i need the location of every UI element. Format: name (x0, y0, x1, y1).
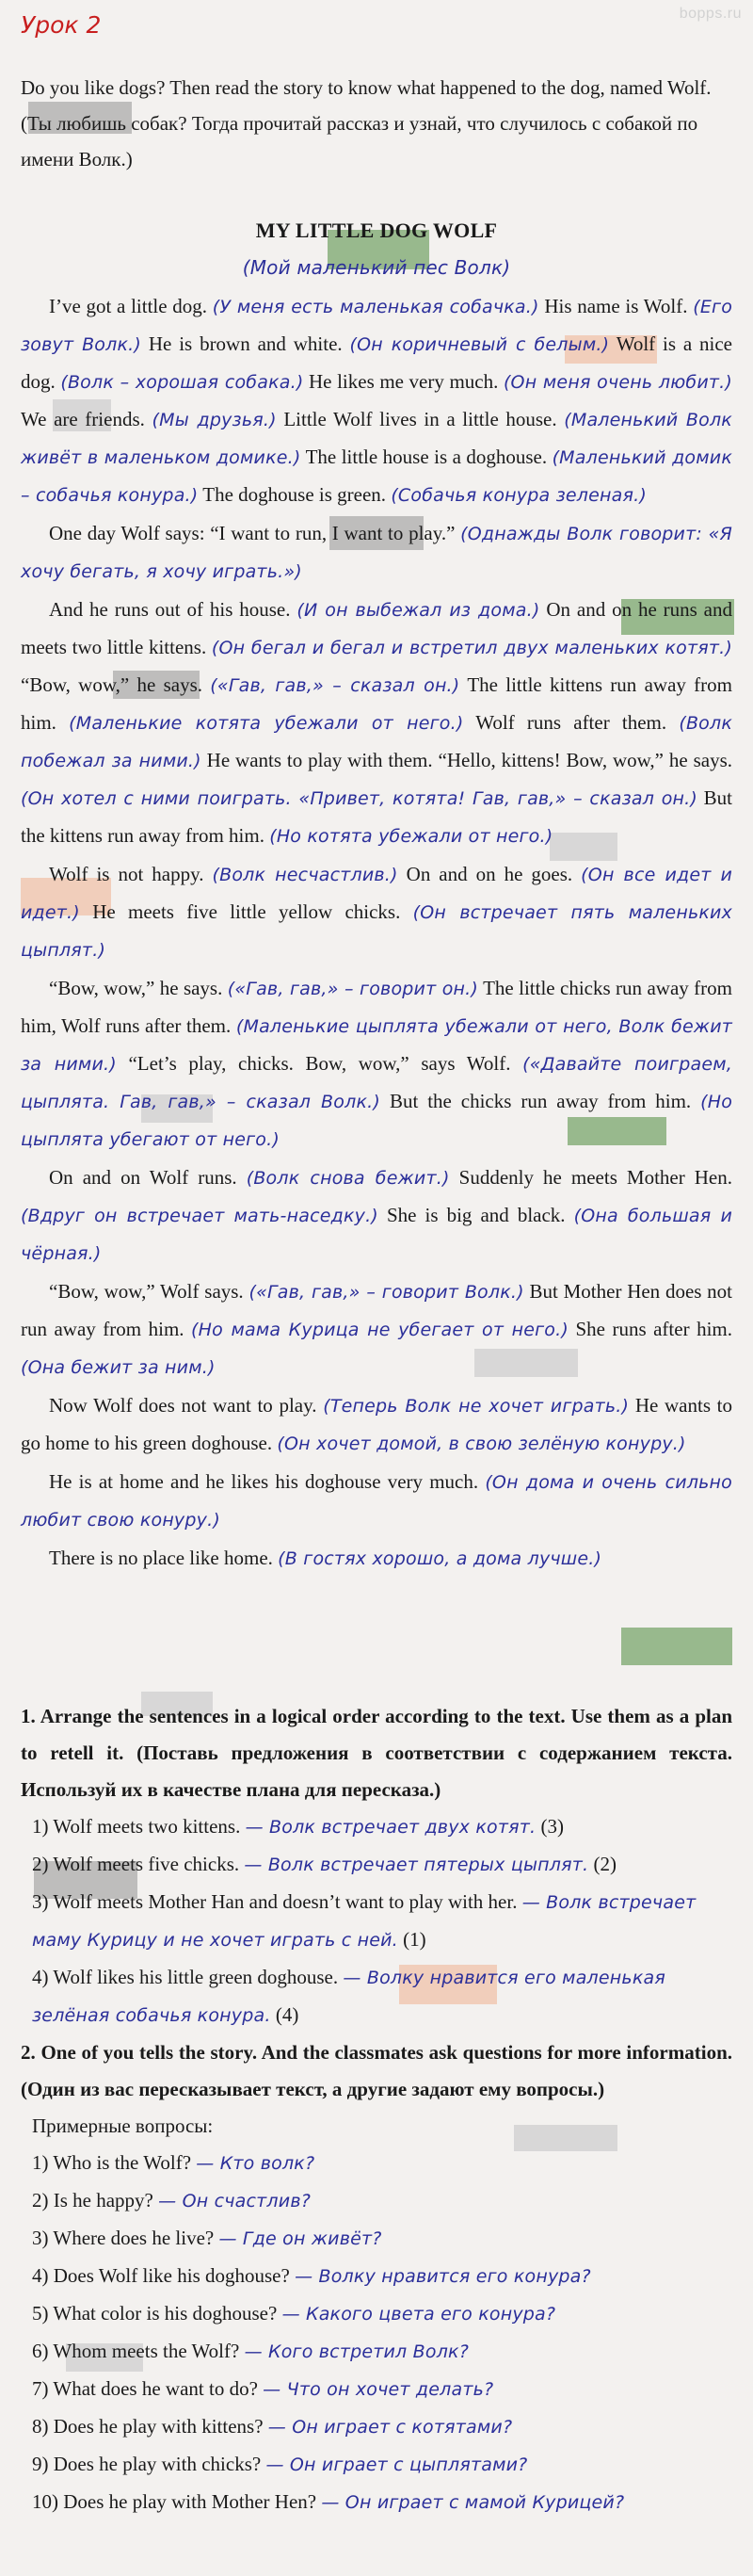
intro-russian: (Ты любишь собак? Тогда прочитай рассказ и узнай, что случилось с собакой по имени Волк.) (21, 112, 698, 170)
item-english: Wolf meets Mother Han and doesn’t want to play with her. (53, 1890, 518, 1913)
story-sentence: The doghouse is green. (202, 483, 387, 506)
question-item (21, 2408, 732, 2446)
list-item (21, 1959, 732, 2034)
translation-text: (Он коричневый с белым.) (349, 334, 610, 355)
story-sentence: He is at home and he likes his doghouse very much. (49, 1470, 479, 1493)
story-paragraph (21, 970, 732, 1158)
story-sentence: Little Wolf lives in a little house. (283, 408, 557, 430)
question-translation: — Он играет с котятами? (267, 2417, 513, 2438)
story-sentence: There is no place like home. (49, 1547, 273, 1569)
translation-text: (В гостях хорошо, а дома лучше.) (278, 1548, 602, 1569)
story-sentence: “Bow, wow,” he says. (21, 673, 202, 696)
translation-text: (Но котята убежали от него.) (269, 826, 553, 847)
tasks-section (21, 1698, 732, 2521)
story-sentence: On and on Wolf runs. (49, 1166, 237, 1189)
story-sentence: She is big and black. (386, 1204, 566, 1226)
translation-text: (Он бегал и бегал и встретил двух маленьких котят.) (211, 638, 732, 658)
watermark: bopps.ru (679, 6, 742, 22)
question-english: Who is the Wolf? (53, 2151, 192, 2174)
story-sentence: Wolf is not happy. (49, 863, 204, 885)
translation-text: (У меня есть маленькая собачка.) (212, 297, 539, 317)
story-sentence: But the chicks run away from him. (389, 1090, 692, 1112)
question-number: 2) (32, 2189, 49, 2211)
highlight-mark (621, 1628, 732, 1665)
item-number: 2) (32, 1853, 49, 1875)
list-item (21, 1884, 732, 1959)
task2-number: 2. (21, 2041, 36, 2064)
translation-text: (Волк побежал за ними.) (21, 713, 733, 771)
question-number: 6) (32, 2340, 49, 2362)
question-number: 7) (32, 2377, 49, 2400)
story-paragraph (21, 856, 732, 969)
story-sentence: “Let’s play, chicks. Bow, wow,” says Wolf. (128, 1052, 511, 1075)
intro-text (21, 70, 732, 177)
question-item (21, 2446, 732, 2484)
translation-text: (И он выбежал из дома.) (296, 600, 540, 621)
story-sentence: “Bow, wow,” Wolf says. (49, 1280, 244, 1303)
question-item (21, 2182, 732, 2220)
story-sentence: On and on he goes. (406, 863, 573, 885)
question-translation: — Он играет с цыплятами? (265, 2454, 528, 2475)
translation-text: (Но цыплята убегают от него.) (21, 1092, 733, 1150)
task1-heading (21, 1698, 732, 1808)
question-translation: — Кого встретил Волк? (244, 2341, 470, 2362)
translation-text: («Гав, гав,» – говорит он.) (227, 979, 479, 999)
question-item (21, 2295, 732, 2333)
question-item (21, 2371, 732, 2408)
story-sentence: But Mother Hen does not run away from him. (21, 1280, 733, 1340)
question-english: What does he want to do? (53, 2377, 258, 2400)
question-number: 1) (32, 2151, 49, 2174)
story-sentence: He meets five little yellow chicks. (92, 900, 401, 923)
question-english: Is he happy? (53, 2189, 153, 2211)
question-item (21, 2220, 732, 2258)
story-sentence: The little house is a doghouse. (305, 446, 548, 468)
translation-text: (Она бежит за ним.) (21, 1357, 216, 1378)
question-translation: — Он играет с мамой Курицей? (321, 2492, 625, 2513)
question-item (21, 2258, 732, 2295)
translation-text: (Маленькие цыплята убежали от него, Волк бежит за ними.) (21, 1016, 733, 1075)
item-order: (1) (403, 1928, 426, 1951)
translation-text: (Его зовут Волк.) (21, 297, 733, 355)
item-number: 3) (32, 1890, 49, 1913)
translation-text: (Он хотел с ними поиграть. «Привет, котята! Гав, гав,» – сказал он.) (21, 788, 698, 809)
question-english: Does he play with Mother Hen? (63, 2490, 317, 2513)
task1-heading-text: Arrange the sentences in a logical order according to the text. Use them as a plan to retell it. (Поставь предложения в соответствии с содержанием текста. Используй их в качестве плана для пересказа.) (21, 1705, 733, 1801)
question-translation: — Какого цвета его конура? (281, 2304, 556, 2325)
item-english: Wolf meets two kittens. (53, 1815, 241, 1838)
story-sentence: Wolf is a nice dog. (21, 332, 733, 393)
item-order: (4) (275, 2003, 299, 2026)
question-english: Whom meets the Wolf? (53, 2340, 240, 2362)
list-item (21, 1808, 732, 1846)
question-number: 8) (32, 2415, 49, 2438)
story-sentence: She runs after him. (575, 1318, 732, 1340)
item-english: Wolf meets five chicks. (53, 1853, 240, 1875)
item-english: Wolf likes his little green doghouse. (53, 1966, 339, 1988)
story-sentence: And he runs out of his house. (49, 598, 291, 621)
item-order: (2) (593, 1853, 617, 1875)
question-number: 4) (32, 2264, 49, 2287)
story-sentence: “Bow, wow,” he says. (49, 977, 223, 999)
translation-text: (Он все идет и идет.) (21, 865, 733, 923)
question-list (21, 2145, 732, 2521)
intro-english: Do you like dogs? Then read the story to know what happened to the dog, named Wolf. (21, 76, 712, 99)
question-number: 3) (32, 2227, 49, 2249)
task2-heading-text: One of you tells the story. And the classmates ask questions for more information. (Один из вас пересказывает текст, а другие задают ему вопросы.) (21, 2041, 732, 2100)
task2-heading (21, 2034, 732, 2108)
task1-number: 1. (21, 1705, 36, 1727)
story-sentence: The little kittens run away from him. (21, 673, 732, 734)
translation-text: (Вдруг он встречает мать-наседку.) (21, 1206, 378, 1226)
story-paragraph (21, 1159, 732, 1272)
translation-text: (Он хочет домой, в свою зелёную конуру.) (277, 1434, 686, 1454)
story-sentence: Suddenly he meets Mother Hen. (458, 1166, 733, 1189)
translation-text: (Волк – хорошая собака.) (60, 372, 304, 393)
question-item (21, 2145, 732, 2182)
translation-text: («Гав, гав,» – говорит Волк.) (248, 1282, 524, 1303)
story-sentence: We are friends. (21, 408, 145, 430)
question-number: 9) (32, 2453, 49, 2475)
story-sentence: Wolf runs after them. (475, 711, 667, 734)
item-order: (3) (540, 1815, 564, 1838)
story-paragraph (21, 288, 732, 514)
task1-list (21, 1808, 732, 2034)
story-sentence: His name is Wolf. (544, 295, 688, 317)
question-translation: — Он счастлив? (158, 2191, 312, 2211)
item-number: 4) (32, 1966, 49, 1988)
story-sentence: He wants to play with them. “Hello, kittens! Bow, wow,” he says. (206, 749, 732, 771)
story-title: MY LITTLE DOG WOLF (255, 219, 498, 242)
translation-text: (Но мама Курица не убегает от него.) (191, 1320, 569, 1340)
translation-text: (Однажды Волк говорит: «Я хочу бегать, я хочу играть.») (21, 524, 732, 582)
story-paragraph (21, 591, 732, 855)
question-english: Does he play with kittens? (53, 2415, 264, 2438)
story-sentence: I’ve got a little dog. (49, 295, 208, 317)
question-english: Does Wolf like his doghouse? (53, 2264, 290, 2287)
translation-text: (Он меня очень любит.) (503, 372, 732, 393)
story-sentence: The little chicks run away from him, Wolf runs after them. (21, 977, 732, 1037)
question-english: What color is his doghouse? (53, 2302, 278, 2325)
translation-text: (Маленький Волк живёт в маленьком домике.) (21, 410, 732, 468)
questions-label: Примерные вопросы: (32, 2114, 214, 2137)
story-paragraph (21, 515, 732, 591)
story-paragraph (21, 1387, 732, 1463)
translation-text: (Она большая и чёрная.) (21, 1206, 732, 1264)
question-item (21, 2484, 732, 2521)
story-subtitle: (Мой маленький пес Волк) (242, 256, 511, 279)
question-number: 10) (32, 2490, 58, 2513)
translation-text: (Он дома и очень сильно любит свою конуру.) (21, 1472, 733, 1531)
question-number: 5) (32, 2302, 49, 2325)
translation-text: (Волк снова бежит.) (246, 1168, 450, 1189)
lesson-title: Урок 2 (21, 11, 102, 39)
translation-text: (Мы друзья.) (152, 410, 277, 430)
question-english: Where does he live? (53, 2227, 215, 2249)
question-item (21, 2333, 732, 2371)
story-sentence: Now Wolf does not want to play. (49, 1394, 317, 1417)
translation-text: (Маленький домик – собачья конура.) (21, 447, 733, 506)
question-translation: — Что он хочет делать? (263, 2379, 494, 2400)
translation-text: («Давайте поиграем, цыплята. Гав, гав,» – сказал Волк.) (21, 1054, 732, 1112)
item-translation: — Волк встречает маму Курицу и не хочет играть с ней. (32, 1892, 697, 1951)
story-sentence: On and on he runs and meets two little kittens. (21, 598, 732, 658)
story-sentence: He likes me very much. (309, 370, 499, 393)
item-number: 1) (32, 1815, 49, 1838)
story-sentence: But the kittens run away from him. (21, 786, 732, 847)
item-translation: — Волк встречает пятерых цыплят. (244, 1855, 589, 1875)
story-sentence: One day Wolf says: “I want to run, I want to play.” (49, 522, 456, 544)
story-paragraph (21, 1273, 732, 1386)
item-translation: — Волк встречает двух котят. (245, 1817, 537, 1838)
translation-text: (Он встречает пять маленьких цыплят.) (21, 902, 733, 961)
translation-text: («Гав, гав,» – сказал он.) (210, 675, 460, 696)
item-translation: — Волку нравится его маленькая зелёная собачья конура. (32, 1968, 665, 2026)
story-body (21, 288, 732, 1579)
list-item (21, 1846, 732, 1884)
story-paragraph (21, 1540, 732, 1578)
question-translation: — Кто волк? (196, 2153, 315, 2174)
translation-text: (Маленькие котята убежали от него.) (69, 713, 464, 734)
question-translation: — Волку нравится его конура? (295, 2266, 591, 2287)
story-sentence: He is brown and white. (148, 332, 343, 355)
story-paragraph (21, 1464, 732, 1539)
translation-text: (Собачья конура зеленая.) (391, 485, 647, 506)
question-translation: — Где он живёт? (218, 2228, 382, 2249)
translation-text: (Волк несчастлив.) (212, 865, 398, 885)
story-sentence: He wants to go home to his green doghouse. (21, 1394, 733, 1454)
question-english: Does he play with chicks? (53, 2453, 262, 2475)
translation-text: (Теперь Волк не хочет играть.) (323, 1396, 630, 1417)
